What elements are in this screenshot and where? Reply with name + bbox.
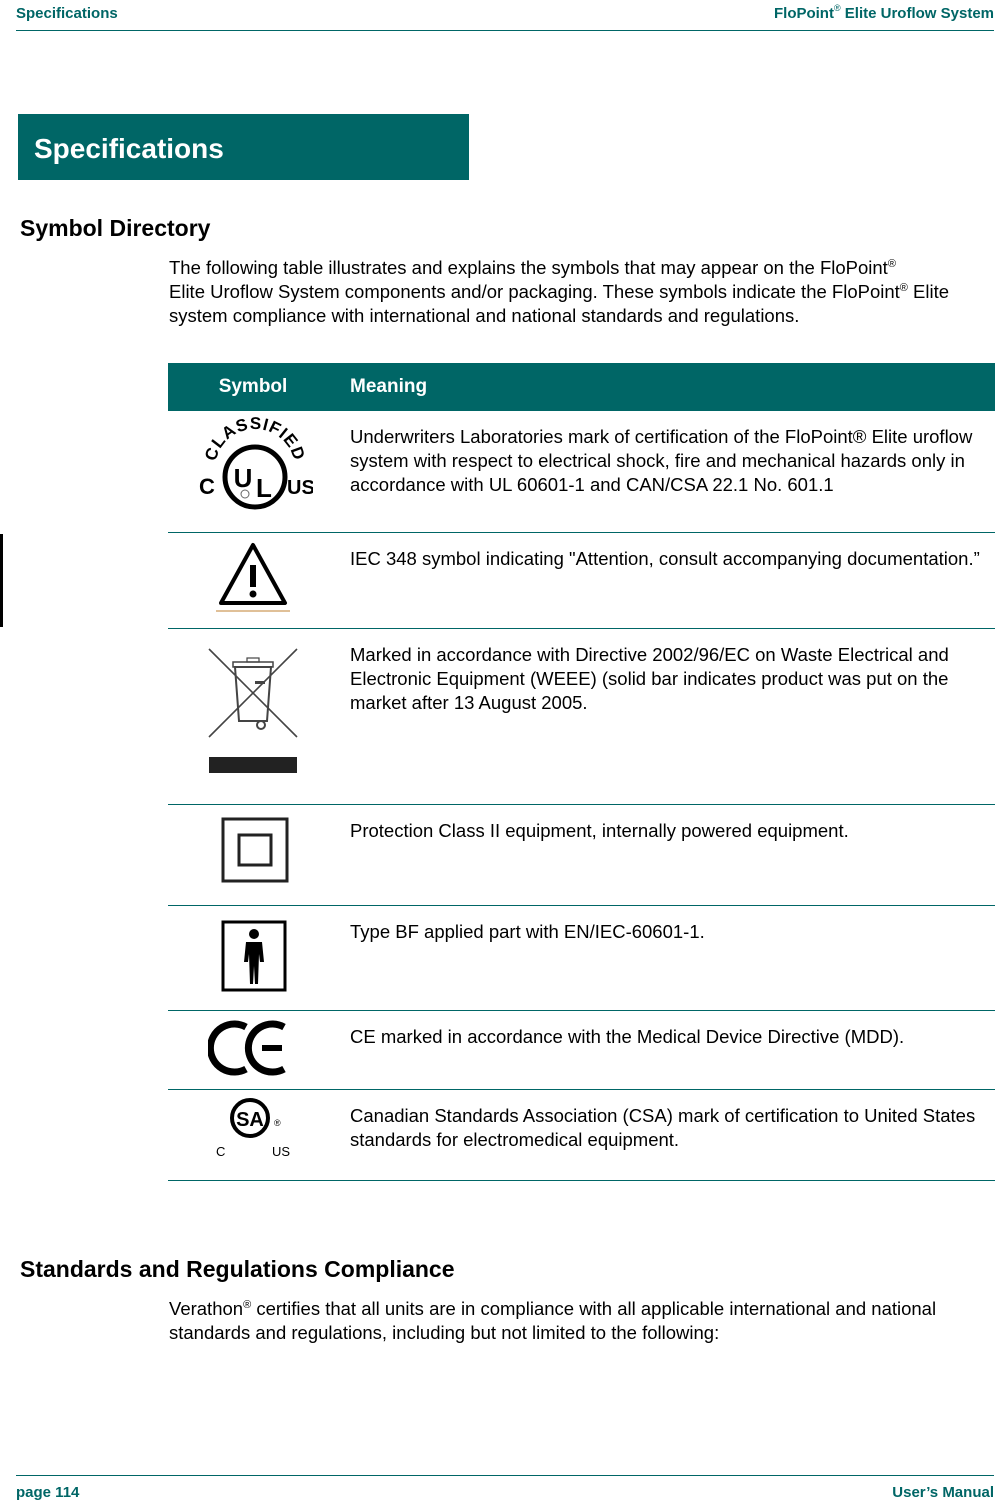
section-title: Specifications [34,133,224,164]
symbol-meaning: Type BF applied part with EN/IEC-60601-1. [338,905,995,1010]
svg-text:U: U [233,463,253,493]
symbol-meaning: Underwriters Laboratories mark of certification of the FloPoint® Elite uroflow system with respect to electrical shock, fire and mechanical hazards only in accordance with UL 60601-1 and CAN/CSA 22.1 No. 601.1 [338,411,995,532]
svg-text:US: US [287,477,313,499]
svg-text:CLASSIFIED: CLASSIFIED [200,413,310,464]
svg-text:US: US [272,1143,291,1159]
svg-text:®: ® [274,1117,281,1128]
header-product-title: FloPoint® Elite Uroflow System [773,3,994,22]
type-bf-applied-part-icon [213,906,293,1001]
table-row [168,628,995,804]
standards-paragraph: Verathon® certifies that all units are in compliance with all applicable international and national standards and regulations, including but not limited to the following: [169,1298,937,1343]
svg-text:C: C [216,1143,226,1159]
header-section-label: Specifications [16,5,118,22]
symbol-meaning: Canadian Standards Association (CSA) mark of certification to United States standards for electromedical equipment. [338,1089,995,1180]
symbol-table-header-row [168,363,995,411]
table-row [168,532,995,628]
symbol-table [168,363,995,1181]
section-title-bar [18,114,469,180]
standards-heading: Standards and Regulations Compliance [20,1256,455,1282]
ul-classified-mark-icon [193,411,313,524]
table-row [168,1010,995,1089]
symbol-meaning: IEC 348 symbol indicating "Attention, consult accompanying documentation.” [338,532,995,628]
attention-warning-icon [213,533,293,618]
symbol-meaning: CE marked in accordance with the Medical Device Directive (MDD). [338,1010,995,1089]
page-number: page 114 [16,1484,80,1501]
table-row [168,1089,995,1180]
page-header [16,0,994,31]
symbol-meaning: Protection Class II equipment, internally powered equipment. [338,804,995,905]
symbol-directory-heading: Symbol Directory [20,215,211,241]
meaning-column-header: Meaning [338,363,995,411]
weee-crossed-bin-icon [193,629,313,784]
symbol-directory-intro: The following table illustrates and explains the symbols that may appear on the FloPoint® Elite Uroflow System components and/or packaging. These symbols indicate the FloPoint® Elite system compliance with international and national standards and regulations. [169,257,950,326]
svg-text:C: C [199,474,215,499]
symbol-meaning: Marked in accordance with Directive 2002/96/EC on Waste Electrical and Electronic Equipment (WEEE) (solid bar indicates product was put on the market after 13 August 2005. [338,628,995,804]
svg-text:L: L [256,473,272,503]
svg-text:SA: SA [236,1108,264,1131]
table-row [168,905,995,1010]
change-bar [0,534,3,627]
table-row [168,804,995,905]
document-name: User’s Manual [892,1484,994,1501]
class-ii-double-square-icon [213,805,293,890]
table-row [168,411,995,532]
symbol-column-header: Symbol [168,363,338,411]
csa-mark-icon [210,1090,296,1173]
ce-mark-icon [208,1011,298,1084]
page-footer [16,1475,994,1502]
